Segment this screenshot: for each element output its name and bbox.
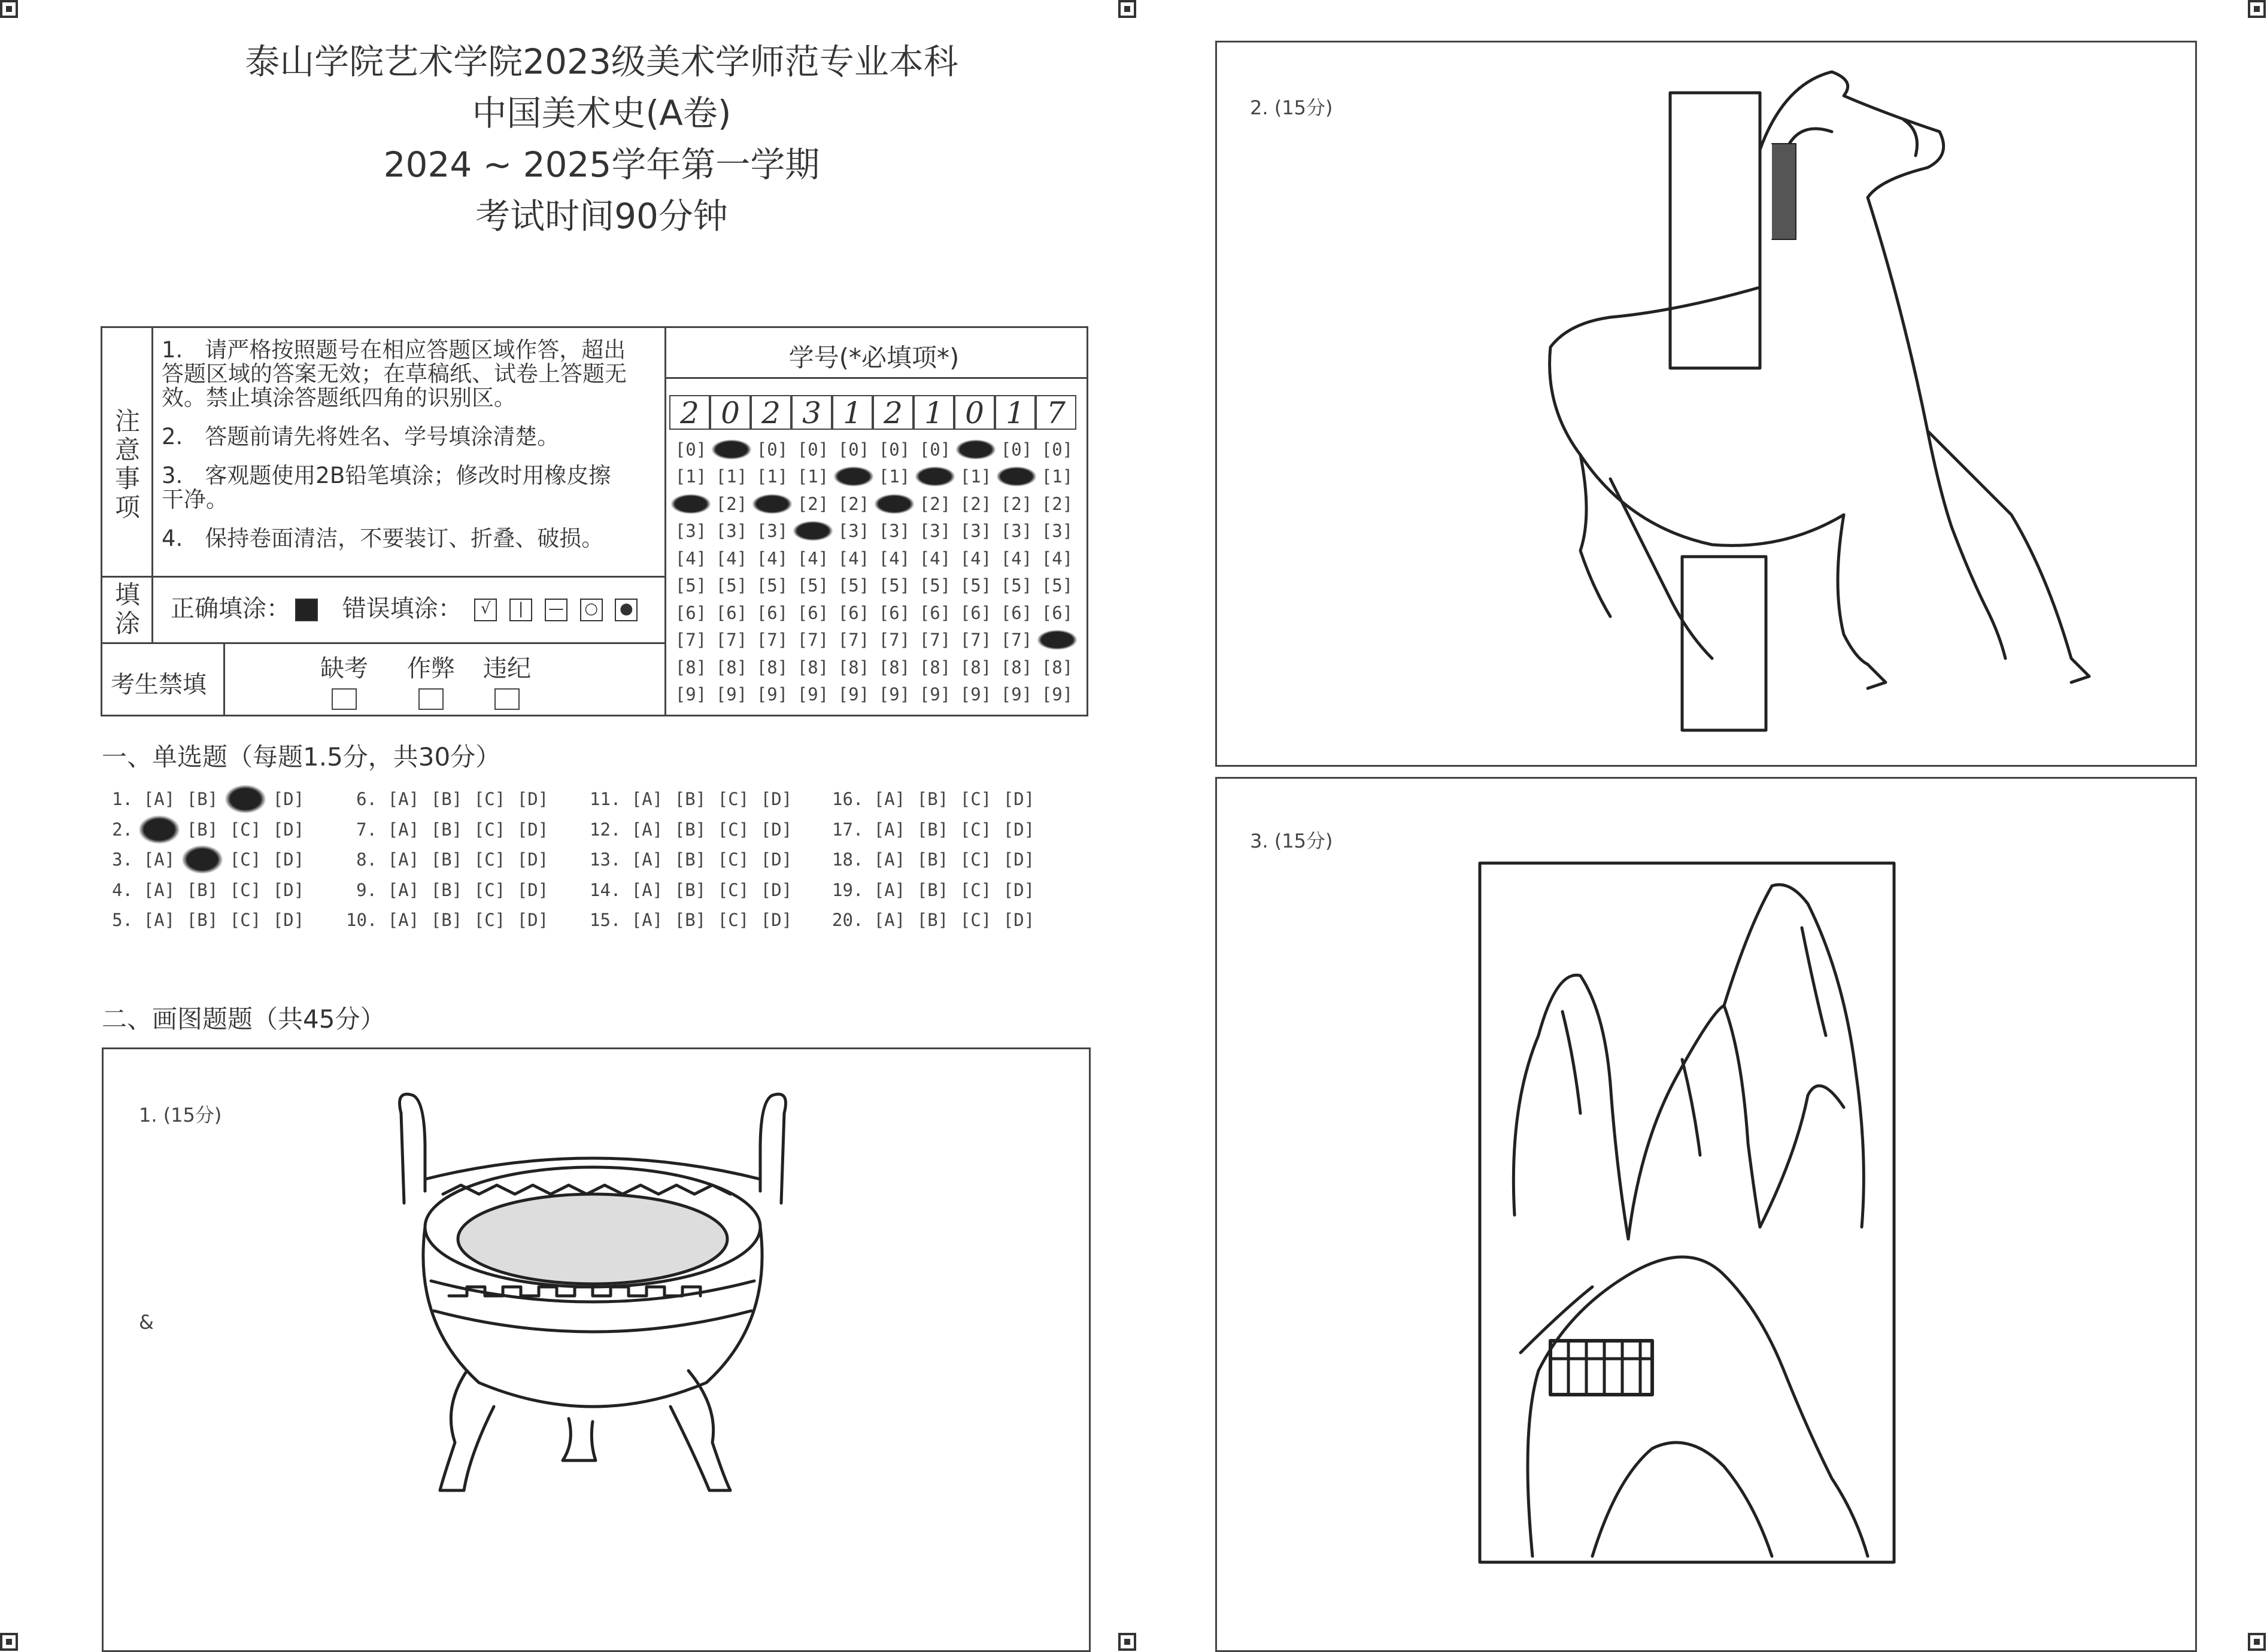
notice-item: 2. 答题前请先将姓名、学号填涂清楚。 (162, 424, 560, 450)
student-id-digits (669, 395, 1076, 430)
student-id-bubble[interactable]: [4] (675, 548, 707, 569)
mc-option-bubble[interactable]: [C] (474, 849, 506, 870)
mc-option-bubble[interactable] (138, 815, 181, 845)
student-id-bubble[interactable]: [5] (675, 575, 707, 596)
student-id-bubble[interactable]: [6] (1041, 602, 1073, 623)
violation-checkbox-group: 违纪 (483, 649, 531, 710)
mc-column-2 (346, 784, 554, 936)
mc-question-row (102, 784, 310, 815)
fill-label: 填 涂 (114, 580, 140, 638)
mc-question-number: 14. (590, 879, 621, 900)
mc-question-row (590, 875, 798, 906)
mc-option-bubble[interactable]: [C] (960, 819, 992, 840)
mc-option-bubble[interactable]: [C] (229, 879, 262, 900)
mc-option-bubble[interactable]: [C] (960, 910, 992, 930)
mc-question-row (590, 815, 798, 845)
student-id-bubble[interactable]: [9] (960, 684, 992, 705)
student-id-digit: 2 (669, 395, 710, 430)
mc-option-bubble[interactable]: [A] (143, 910, 175, 930)
student-id-bubble[interactable]: [1] (675, 466, 707, 487)
mc-option-bubble[interactable]: [A] (143, 879, 175, 900)
student-id-digit: 1 (995, 395, 1036, 430)
mc-option-bubble[interactable]: [C] (474, 879, 506, 900)
registration-mark-bottom-left (0, 1633, 18, 1651)
mc-question-number: 7. (356, 819, 377, 840)
registration-mark-bottom-center (1118, 1633, 1136, 1651)
mc-option-bubble[interactable]: [D] (760, 849, 793, 870)
student-id-bubble-row (670, 545, 1078, 572)
student-id-bubble[interactable]: [2] (960, 493, 992, 514)
mc-option-bubble[interactable]: [D] (517, 849, 549, 870)
wrong-fill-sample: — (545, 599, 567, 621)
student-id-bubble[interactable]: [1] (797, 466, 829, 487)
mc-question-number: 8. (356, 849, 377, 870)
mc-question-number: 3. (112, 849, 133, 870)
mc-option-bubble[interactable]: [D] (760, 789, 793, 809)
mc-option-bubble[interactable]: [A] (631, 879, 663, 900)
mc-question-number: 20. (832, 910, 864, 930)
student-id-bubble[interactable]: [8] (960, 657, 992, 678)
mc-question-row (832, 784, 1040, 815)
student-id-bubble[interactable]: [1] (756, 466, 788, 487)
student-id-bubble[interactable]: [0] (837, 439, 870, 460)
student-id-bubble[interactable]: [9] (1041, 684, 1073, 705)
student-id-bubble[interactable]: [4] (960, 548, 992, 569)
mc-option-bubble[interactable]: [A] (143, 849, 175, 870)
student-id-bubble[interactable]: [4] (715, 548, 748, 569)
mc-option-bubble[interactable]: [A] (873, 879, 906, 900)
student-id-bubble[interactable]: [3] (960, 521, 992, 542)
mc-option-bubble[interactable]: [D] (1003, 879, 1035, 900)
student-id-bubble[interactable]: [1] (715, 466, 748, 487)
student-id-bubble[interactable]: [5] (960, 575, 992, 596)
mc-option-bubble[interactable]: [A] (387, 910, 420, 930)
mc-option-bubble[interactable]: [B] (430, 910, 463, 930)
student-id-bubble[interactable]: [7] (837, 630, 870, 651)
student-id-bubble[interactable]: [4] (1000, 548, 1033, 569)
mc-question-row (832, 875, 1040, 906)
violation-checkbox (494, 688, 520, 710)
student-id-bubble[interactable] (670, 494, 711, 514)
mc-option-bubble[interactable]: [B] (674, 819, 706, 840)
mc-option-bubble[interactable]: [B] (674, 789, 706, 809)
mc-option-bubble[interactable]: [D] (517, 879, 549, 900)
mc-option-bubble[interactable]: [A] (143, 789, 175, 809)
mountain-landscape-drawing (1473, 856, 1904, 1568)
mc-option-bubble[interactable]: [D] (272, 849, 305, 870)
student-id-bubble[interactable]: [9] (878, 684, 911, 705)
mc-column-3 (590, 784, 798, 936)
mc-option-bubble[interactable]: [B] (186, 910, 218, 930)
student-id-bubble[interactable] (915, 466, 955, 487)
student-id-bubble[interactable]: [2] (1000, 493, 1033, 514)
mc-question-number: 15. (590, 910, 621, 930)
student-id-bubble-row (670, 463, 1078, 491)
student-id-bubble[interactable]: [3] (756, 521, 788, 542)
student-id-bubble[interactable]: [4] (797, 548, 829, 569)
mc-option-bubble[interactable]: [C] (960, 849, 992, 870)
student-id-bubble[interactable]: [7] (715, 630, 748, 651)
student-id-bubble-row (670, 572, 1078, 600)
mc-question-number: 18. (832, 849, 864, 870)
mc-option-bubble[interactable]: [D] (272, 910, 305, 930)
mc-option-bubble[interactable]: [B] (916, 789, 949, 809)
mc-option-bubble[interactable]: [B] (186, 819, 218, 840)
student-id-bubble[interactable]: [0] (919, 439, 951, 460)
mc-option-bubble[interactable]: [D] (1003, 910, 1035, 930)
student-id-bubble[interactable]: [1] (960, 466, 992, 487)
mc-option-bubble[interactable]: [C] (717, 879, 749, 900)
mc-option-bubble[interactable]: [B] (430, 879, 463, 900)
student-id-bubble[interactable]: [3] (919, 521, 951, 542)
notice-item: 1. 请严格按照题号在相应答题区域作答，超出答题区域的答案无效；在草稿纸、试卷上答题无效。禁止填涂答题纸四角的识别区。 (162, 337, 627, 411)
mc-question-number: 10. (346, 910, 378, 930)
wrong-fill-sample: ○ (580, 599, 603, 621)
student-id-bubble[interactable]: [9] (797, 684, 829, 705)
student-id-bubble[interactable]: [0] (1041, 439, 1073, 460)
mc-question-row (590, 905, 798, 936)
mc-option-bubble[interactable]: [D] (760, 910, 793, 930)
mc-option-bubble[interactable]: [B] (430, 789, 463, 809)
student-id-bubble[interactable]: [3] (675, 521, 707, 542)
mc-question-number: 6. (356, 789, 377, 809)
student-id-title: 学号(*必填项*) (788, 343, 960, 372)
student-id-bubble-row (670, 490, 1078, 518)
student-id-bubble[interactable]: [7] (878, 630, 911, 651)
mc-option-bubble[interactable]: [A] (631, 849, 663, 870)
mc-option-bubble[interactable]: [A] (387, 849, 420, 870)
student-id-bubble[interactable]: [7] (1000, 630, 1033, 651)
student-id-bubble-row (670, 518, 1078, 545)
mc-question-number: 9. (356, 879, 377, 900)
mc-option-bubble[interactable]: [A] (873, 910, 906, 930)
mc-option-bubble[interactable]: [B] (674, 879, 706, 900)
student-id-bubble[interactable]: [5] (837, 575, 870, 596)
student-id-bubble[interactable] (833, 466, 874, 487)
notice-label: 注 意 事 项 (114, 406, 140, 522)
student-id-bubble[interactable]: [5] (1041, 575, 1073, 596)
mc-option-bubble[interactable]: [C] (717, 819, 749, 840)
mc-question-row (102, 845, 310, 875)
student-id-bubble[interactable]: [5] (1000, 575, 1033, 596)
mc-option-bubble[interactable]: [A] (873, 789, 906, 809)
question-1-mark: & (139, 1311, 154, 1334)
mc-option-bubble[interactable]: [C] (474, 789, 506, 809)
student-id-bubble[interactable]: [2] (837, 493, 870, 514)
student-id-digit: 1 (832, 395, 873, 430)
student-id-bubble[interactable]: [8] (837, 657, 870, 678)
student-id-bubble[interactable]: [9] (715, 684, 748, 705)
student-id-bubble[interactable]: [9] (919, 684, 951, 705)
student-id-bubble-row (670, 654, 1078, 681)
mc-column-4 (832, 784, 1040, 936)
mc-option-bubble[interactable]: [C] (229, 910, 262, 930)
student-id-bubble[interactable]: [8] (919, 657, 951, 678)
mc-question-row (346, 875, 554, 906)
student-id-bubble[interactable]: [4] (837, 548, 870, 569)
student-id-bubble[interactable]: [5] (756, 575, 788, 596)
mc-question-row (832, 815, 1040, 845)
mc-question-row (590, 784, 798, 815)
fill-instructions: 正确填涂： 错误填涂： √ | — ○ ● (171, 590, 638, 624)
student-id-bubble[interactable]: [0] (797, 439, 829, 460)
student-id-bubble[interactable]: [9] (837, 684, 870, 705)
mc-option-bubble[interactable]: [C] (960, 789, 992, 809)
student-id-bubble[interactable]: [6] (1000, 602, 1033, 623)
student-id-bubble[interactable]: [1] (878, 466, 911, 487)
mc-option-bubble[interactable]: [C] (717, 849, 749, 870)
student-id-bubble-row (670, 436, 1078, 463)
mc-question-row (590, 845, 798, 875)
correct-fill-sample (295, 599, 318, 621)
exam-title-line1: 泰山学院艺术学院2023级美术学师范专业本科 (245, 41, 958, 82)
mc-option-bubble[interactable]: [C] (717, 910, 749, 930)
registration-mark-top-left (0, 0, 18, 18)
tang-horse-drawing (1413, 60, 2119, 736)
student-id-bubble[interactable]: [7] (675, 630, 707, 651)
student-id-bubble[interactable]: [3] (1041, 521, 1073, 542)
student-id-bubble[interactable]: [8] (878, 657, 911, 678)
question-1-label: 1. (15分) (139, 1104, 222, 1126)
exam-header (102, 36, 1101, 242)
mc-question-number: 2. (112, 819, 133, 840)
student-id-digit: 0 (710, 395, 751, 430)
mc-option-bubble[interactable]: [D] (517, 789, 549, 809)
student-id-bubble[interactable]: [4] (919, 548, 951, 569)
mc-option-bubble[interactable]: [C] (474, 910, 506, 930)
student-id-bubble[interactable]: [1] (1041, 466, 1073, 487)
mc-option-bubble[interactable]: [D] (1003, 789, 1035, 809)
absent-checkbox-group: 缺考 (320, 649, 368, 710)
student-id-bubble[interactable]: [6] (675, 602, 707, 623)
mc-question-number: 4. (112, 879, 133, 900)
mc-option-bubble[interactable]: [B] (916, 879, 949, 900)
student-id-bubble[interactable]: [7] (919, 630, 951, 651)
mc-option-bubble[interactable]: [A] (631, 819, 663, 840)
mc-option-bubble[interactable]: [D] (517, 819, 549, 840)
mc-option-bubble[interactable]: [D] (272, 819, 305, 840)
prohibited-label: 考生禁填 (111, 671, 207, 699)
student-id-bubble[interactable]: [6] (878, 602, 911, 623)
student-id-bubble[interactable]: [2] (797, 493, 829, 514)
cheating-checkbox-group: 作弊 (407, 649, 455, 710)
mc-option-bubble[interactable]: [B] (674, 910, 706, 930)
student-id-digit: 3 (791, 395, 832, 430)
mc-question-number: 19. (832, 879, 864, 900)
mc-question-number: 11. (590, 789, 621, 809)
tripod-vessel-drawing (377, 1071, 808, 1502)
mc-question-row (832, 845, 1040, 875)
student-id-bubble[interactable] (793, 521, 833, 541)
mc-option-bubble[interactable]: [B] (186, 879, 218, 900)
cheating-checkbox (418, 688, 444, 710)
student-id-bubble[interactable]: [7] (756, 630, 788, 651)
absent-checkbox (332, 688, 357, 710)
mc-option-bubble[interactable]: [D] (272, 789, 305, 809)
student-id-bubble[interactable] (955, 439, 996, 460)
mc-option-bubble[interactable]: [B] (430, 849, 463, 870)
student-id-bubble[interactable]: [4] (878, 548, 911, 569)
student-id-bubble[interactable]: [4] (756, 548, 788, 569)
student-id-bubble[interactable]: [2] (1041, 493, 1073, 514)
student-id-bubble[interactable]: [0] (756, 439, 788, 460)
mc-question-number: 17. (832, 819, 864, 840)
student-id-bubble[interactable] (1037, 630, 1078, 650)
student-id-bubble[interactable]: [8] (797, 657, 829, 678)
student-id-bubble[interactable]: [6] (715, 602, 748, 623)
student-id-bubble-row (670, 681, 1078, 709)
registration-mark-top-center (1118, 0, 1136, 18)
mc-question-row (102, 905, 310, 936)
mc-option-bubble[interactable]: [C] (229, 819, 262, 840)
student-id-bubble[interactable]: [5] (797, 575, 829, 596)
mc-option-bubble[interactable]: [A] (631, 789, 663, 809)
student-id-bubble[interactable]: [7] (797, 630, 829, 651)
mc-option-bubble[interactable]: [B] (916, 819, 949, 840)
mc-option-bubble[interactable]: [B] (186, 789, 218, 809)
student-id-bubble-grid (670, 436, 1078, 708)
student-id-bubble[interactable]: [6] (960, 602, 992, 623)
student-id-bubble[interactable]: [8] (1041, 657, 1073, 678)
mc-question-row (346, 905, 554, 936)
notice-item: 4. 保持卷面清洁，不要装订、折叠、破损。 (162, 526, 604, 551)
mc-option-bubble[interactable]: [B] (430, 819, 463, 840)
student-id-bubble[interactable]: [8] (756, 657, 788, 678)
mc-option-bubble[interactable]: [D] (760, 879, 793, 900)
registration-mark-bottom-right (2248, 1633, 2266, 1651)
student-id-bubble[interactable] (752, 494, 793, 514)
student-id-bubble[interactable]: [0] (675, 439, 707, 460)
mc-option-bubble[interactable]: [B] (916, 849, 949, 870)
student-id-bubble[interactable]: [0] (1000, 439, 1033, 460)
mc-option-bubble[interactable]: [D] (760, 819, 793, 840)
student-id-bubble[interactable] (996, 466, 1037, 487)
mc-question-row (346, 784, 554, 815)
exam-title-line4: 考试时间90分钟 (475, 196, 728, 236)
student-id-bubble[interactable]: [9] (756, 684, 788, 705)
mc-question-row (832, 905, 1040, 936)
mc-option-bubble[interactable]: [C] (960, 879, 992, 900)
student-id-bubble[interactable]: [5] (715, 575, 748, 596)
student-id-bubble[interactable]: [0] (878, 439, 911, 460)
mc-column-1 (102, 784, 310, 936)
student-id-bubble[interactable]: [3] (1000, 521, 1033, 542)
exam-title-line2: 中国美术史(A卷) (472, 93, 732, 133)
mc-option-bubble[interactable]: [D] (1003, 849, 1035, 870)
mc-option-bubble[interactable]: [A] (631, 910, 663, 930)
mc-option-bubble[interactable]: [A] (873, 849, 906, 870)
student-id-bubble-row (670, 599, 1078, 627)
mc-question-number: 13. (590, 849, 621, 870)
mc-option-bubble[interactable]: [B] (674, 849, 706, 870)
mc-option-bubble[interactable]: [D] (1003, 819, 1035, 840)
student-id-bubble[interactable]: [5] (919, 575, 951, 596)
student-id-bubble[interactable] (874, 494, 915, 514)
mc-option-bubble[interactable] (181, 845, 224, 874)
student-id-bubble[interactable]: [7] (960, 630, 992, 651)
registration-mark-top-right (2248, 0, 2266, 18)
mc-question-number: 5. (112, 910, 133, 930)
student-id-bubble[interactable]: [6] (797, 602, 829, 623)
question-3-label: 3. (15分) (1250, 830, 1333, 852)
mc-option-bubble[interactable]: [A] (873, 819, 906, 840)
mc-question-number: 1. (112, 789, 133, 809)
section1-title: 一、单选题（每题1.5分，共30分） (102, 742, 501, 772)
student-id-bubble[interactable]: [9] (675, 684, 707, 705)
student-id-bubble[interactable]: [8] (715, 657, 748, 678)
student-id-bubble[interactable]: [2] (919, 493, 951, 514)
mc-option-bubble[interactable] (224, 784, 267, 814)
student-id-bubble[interactable]: [4] (1041, 548, 1073, 569)
mc-question-number: 16. (832, 789, 864, 809)
notice-item: 3. 客观题使用2B铅笔填涂；修改时用橡皮擦干净。 (162, 463, 611, 512)
mc-question-row (102, 815, 310, 845)
student-id-bubble[interactable]: [5] (878, 575, 911, 596)
student-id-bubble[interactable]: [9] (1000, 684, 1033, 705)
student-id-bubble[interactable]: [6] (837, 602, 870, 623)
mc-question-row (346, 845, 554, 875)
student-id-bubble[interactable]: [8] (1000, 657, 1033, 678)
wrong-fill-sample: | (509, 599, 532, 621)
wrong-fill-sample: √ (474, 599, 497, 621)
student-id-bubble[interactable] (711, 439, 752, 460)
mc-option-bubble[interactable]: [C] (717, 789, 749, 809)
student-id-digit: 0 (954, 395, 995, 430)
mc-option-bubble[interactable]: [B] (916, 910, 949, 930)
wrong-fill-sample: ● (615, 599, 638, 621)
student-id-bubble[interactable]: [3] (715, 521, 748, 542)
question-2-label: 2. (15分) (1250, 96, 1333, 119)
mc-question-row (346, 815, 554, 845)
mc-option-bubble[interactable]: [C] (474, 819, 506, 840)
mc-question-number: 12. (590, 819, 621, 840)
student-id-digit: 2 (873, 395, 914, 430)
student-id-bubble[interactable]: [6] (919, 602, 951, 623)
section2-title: 二、画图题题（共45分） (102, 1004, 386, 1034)
student-id-bubble[interactable]: [3] (837, 521, 870, 542)
student-id-bubble-row (670, 627, 1078, 654)
student-id-bubble[interactable]: [6] (756, 602, 788, 623)
mc-option-bubble[interactable]: [C] (229, 849, 262, 870)
student-id-digit: 2 (751, 395, 791, 430)
student-id-bubble[interactable]: [2] (715, 493, 748, 514)
mc-question-row (102, 875, 310, 906)
student-id-bubble[interactable]: [3] (878, 521, 911, 542)
student-id-digit: 1 (914, 395, 954, 430)
student-id-bubble[interactable]: [8] (675, 657, 707, 678)
mc-option-bubble[interactable]: [D] (517, 910, 549, 930)
mc-option-bubble[interactable]: [A] (387, 819, 420, 840)
mc-option-bubble[interactable]: [D] (272, 879, 305, 900)
mc-option-bubble[interactable]: [A] (387, 789, 420, 809)
notice-list (162, 338, 629, 566)
mc-option-bubble[interactable]: [A] (387, 879, 420, 900)
student-id-digit: 7 (1036, 395, 1076, 430)
exam-title-line3: 2024 ~ 2025学年第一学期 (383, 144, 820, 185)
